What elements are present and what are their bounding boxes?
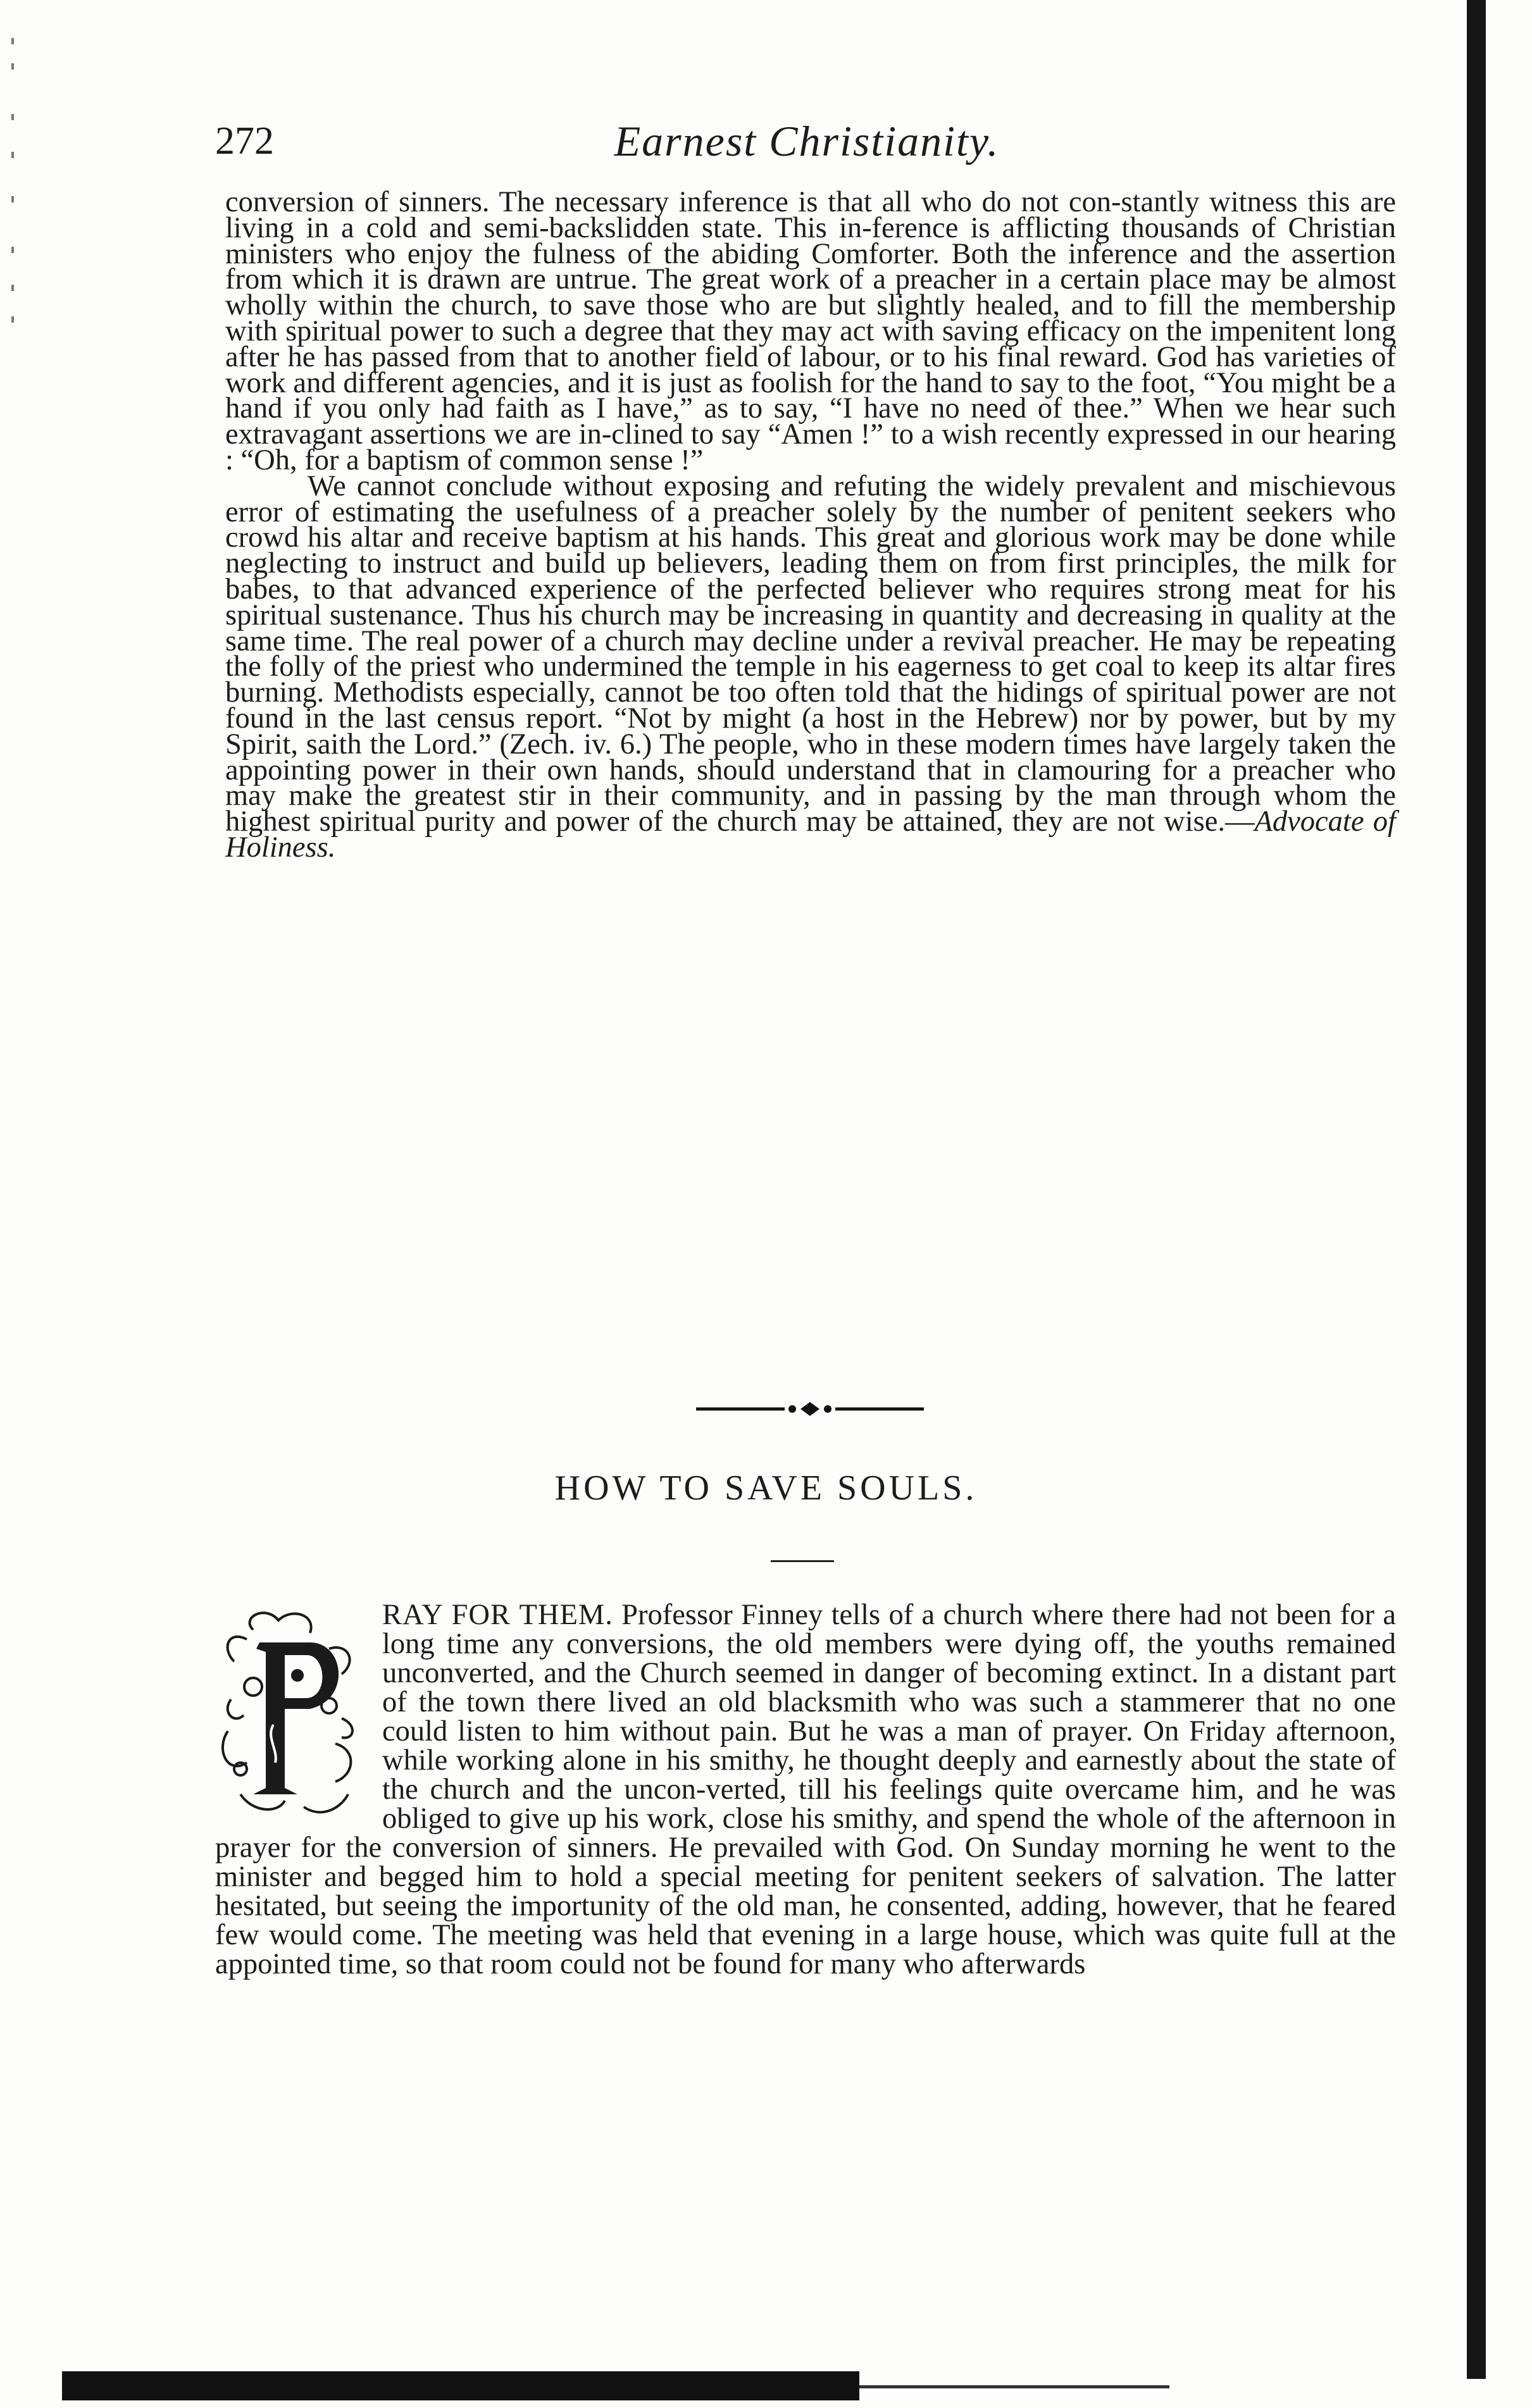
running-title: Earnest Christianity. <box>614 117 1000 165</box>
page-header <box>215 113 1398 170</box>
section-lead: RAY FOR THEM. <box>382 1599 613 1631</box>
ornamental-drop-cap <box>215 1604 366 1822</box>
section-paragraph-text: Professor Finney tells of a church where there had not been for a long time any conversions, the old members were dying off, the youths remained unconverted, and the Church seemed in danger of becoming extinct. In a distant part of the town there lived an old blacksmith who was such a stammerer that no one could listen to him without pain. But he was a man of prayer. On Friday afternoon, while working alone in his smithy, he thought deeply and earnestly about the state of the church and the uncon-verted, till his feelings quite overcame him, and he was obliged to give up his work, close his smithy, and spend the whole of the afternoon in prayer for the conversion of sinners. He prevailed with God. On Sunday morning he went to the minister and begged him to hold a special meeting for penitent seekers of salvation. The latter hesitated, but seeing the importunity of the old man, he consented, adding, however, that he feared few would come. The meeting was held that evening in a large house, which was quite full at the appointed time, so that room could not be found for many who afterwards <box>215 1599 1396 1980</box>
drop-cap-flourish-icon <box>215 1604 366 1822</box>
page-binding-edge <box>1467 0 1486 2379</box>
margin-specks <box>5 38 24 342</box>
bottom-edge-line <box>859 2385 1169 2388</box>
page-number: 272 <box>215 120 274 163</box>
article-paragraph-2 <box>225 469 1396 864</box>
section-title: HOW TO SAVE SOULS. <box>554 1468 978 1508</box>
bottom-edge-shadow <box>62 2371 859 2400</box>
article-credit: Advocate of Holiness. <box>225 805 1396 864</box>
article-paragraph-2-text: We cannot conclude without exposing and refuting the widely prevalent and mischievous error of estimating the usefulness of a preacher solely by the number of penitent seekers who crowd his altar and receive baptism at his hands. This great and glorious work may be done while neglecting to instruct and build up believers, leading them on from first principles, the milk for babes, to that advanced experience of the perfected believer who requires strong meat for his spiritual sustenance. Thus his church may be increasing in quantity and decreasing in quality at the same time. The real power of a church may decline under a revival preacher. He may be repeating the folly of the priest who undermined the temple in his eagerness to get coal to keep its altar fires burning. Methodists especially, cannot be too often told that the hidings of spiritual power are not found in the last census report. “Not by might (a host in the Hebrew) nor by power, but by my Spirit, saith the Lord.” (Zech. iv. 6.) The people, who in these modern times have largely taken the appointing power in their own hands, should understand that in clamouring for a preacher who may make the greatest stir in their community, and in passing by the man through whom the highest spiritual purity and power of the church may be attained, they are not wise.— <box>225 469 1396 838</box>
title-rule <box>771 1560 834 1562</box>
section-divider-ornament <box>696 1399 924 1418</box>
article-continued <box>225 186 1396 864</box>
section-body <box>215 1601 1396 1979</box>
article-paragraph-1: conversion of sinners. The necessary inference is that all who do not con-stantly witness this are living in a cold and semi-backslidden state. This in-ference is afflicting thousands of Christian ministers who enjoy the fulness of the abiding Comforter. Both the inference and the assertion from which it is drawn are untrue. The great work of a preacher in a certain place may be almost wholly within the church, to save those who are but slightly healed, and to fill the membership with spiritual power to such a degree that they may act with saving efficacy on the impenitent long after he has passed from that to another field of labour, or to his final reward. God has varieties of work and different agencies, and it is just as foolish for the hand to say to the foot, “You might be a hand if you only had faith as I have,” as to say, “I have no need of thee.” When we hear such extravagant assertions we are in-clined to say “Amen !” to a wish recently expressed in our hearing : “Oh, for a baptism of common sense !” <box>225 186 1396 476</box>
section-paragraph <box>215 1601 1396 1979</box>
